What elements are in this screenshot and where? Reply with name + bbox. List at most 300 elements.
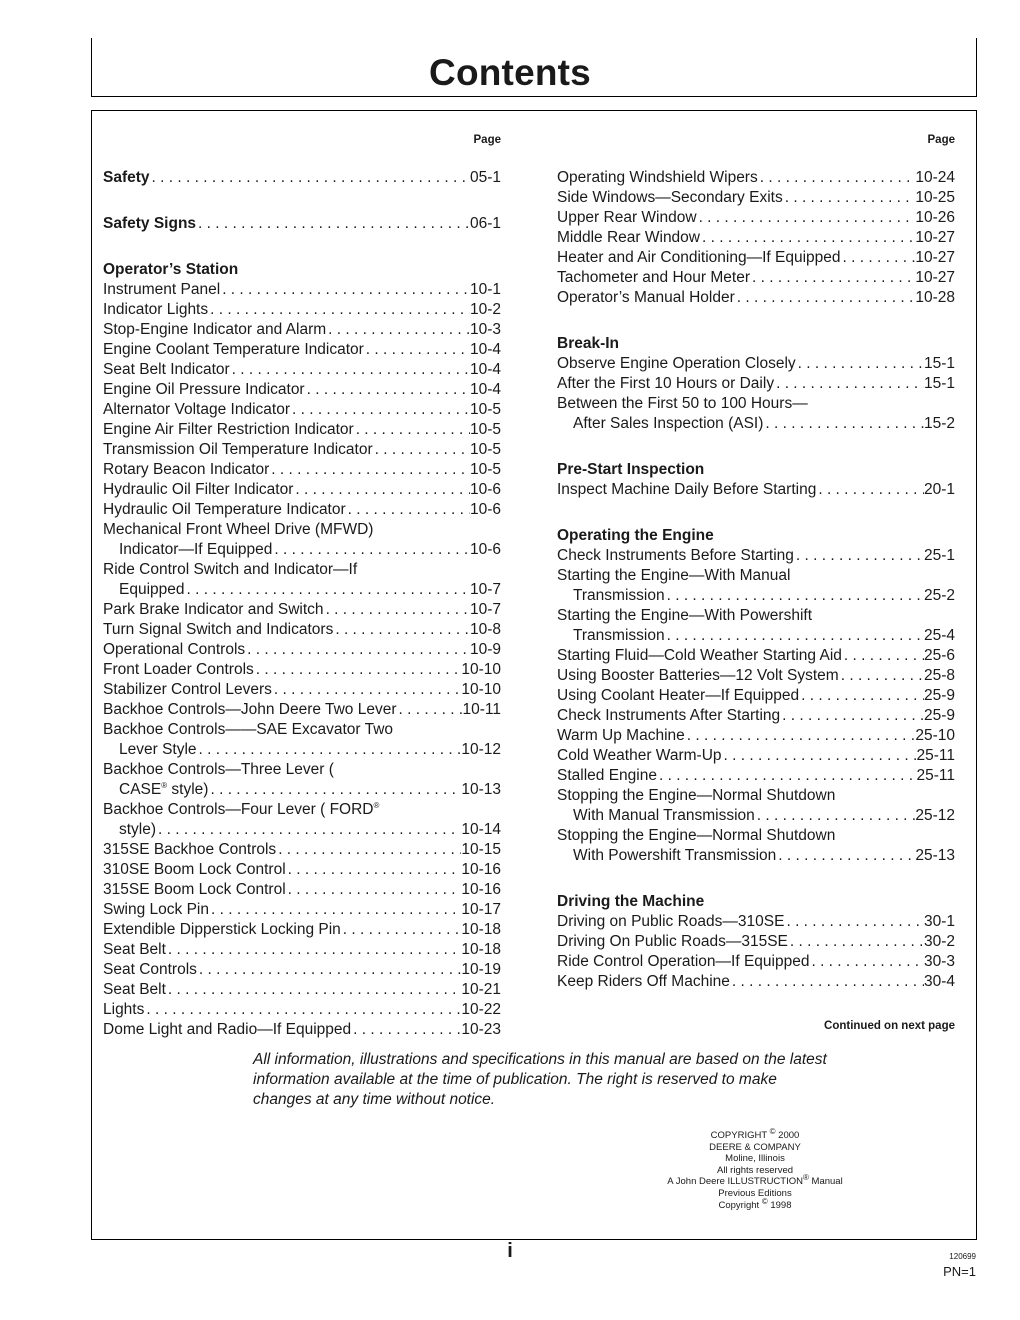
toc-entry-title (557, 188, 783, 208)
toc-entry-text: Extendible Dipperstick Locking Pin (103, 921, 341, 938)
dot-leader (272, 680, 461, 700)
left-column (103, 130, 501, 1040)
toc-entry-title (557, 168, 758, 188)
toc-entry-text: Lights (103, 1001, 145, 1018)
toc-entry-continued[interactable] (103, 800, 501, 820)
toc-entry-title (103, 560, 357, 580)
dot-leader (758, 168, 916, 188)
dot-leader (841, 248, 916, 268)
toc-entry-continued[interactable] (557, 786, 955, 806)
toc-entry[interactable] (103, 780, 501, 800)
toc-page-number: 10-4 (469, 361, 501, 378)
toc-page-number: 10-26 (915, 209, 955, 226)
dot-leader (794, 546, 924, 566)
toc-entry-title (557, 606, 812, 626)
toc-entry-text: Transmission Oil Temperature Indicator (103, 441, 373, 458)
toc-entry-text: Transmission (573, 587, 665, 604)
toc-page-number: 25-9 (923, 687, 955, 704)
toc-entry[interactable] (557, 480, 955, 500)
dot-leader (839, 666, 924, 686)
dot-leader (166, 980, 461, 1000)
toc-entry-title (557, 394, 808, 414)
toc-entry-text: 315SE Boom Lock Control (103, 881, 286, 898)
continued-note: Continued on next page (824, 1020, 955, 1032)
toc-entry-title (103, 500, 346, 520)
dot-leader (665, 586, 924, 606)
toc-page-number: 10-18 (461, 921, 501, 938)
toc-entry-text: Operating Windshield Wipers (557, 169, 758, 186)
toc-entry-title (557, 566, 790, 586)
toc-entry-title (103, 640, 245, 660)
toc-entry-text: Transmission (573, 627, 665, 644)
page-folio: i (507, 1240, 513, 1262)
toc-entry[interactable] (557, 766, 955, 786)
dot-leader (346, 500, 470, 520)
toc-entry[interactable] (557, 952, 955, 972)
dot-leader (397, 700, 463, 720)
toc-page-number: 10-6 (469, 481, 501, 498)
toc-entry-title (103, 1020, 351, 1040)
toc-page-number: 25-8 (923, 667, 955, 684)
toc-entry-title (573, 846, 776, 866)
toc-entry-title (103, 700, 397, 720)
toc-entry[interactable] (557, 646, 955, 666)
publication-notice: All information, illustrations and specifications in this manual are based on the latest information available at the time of publication. The right is reserved to make changes at any time without notice. (253, 1051, 827, 1108)
toc-entry[interactable] (557, 414, 955, 434)
toc-entry[interactable] (103, 460, 501, 480)
toc-page-number: 10-14 (461, 821, 501, 838)
toc-entry[interactable] (103, 420, 501, 440)
toc-entry[interactable] (557, 208, 955, 228)
dot-leader (364, 340, 470, 360)
dot-leader (208, 300, 470, 320)
toc-entry-text: Hydraulic Oil Filter Indicator (103, 481, 294, 498)
toc-entry-title (557, 374, 774, 394)
toc-entry-title (557, 766, 657, 786)
dot-leader (351, 1020, 461, 1040)
toc-entry-title (573, 414, 763, 434)
toc-entry[interactable] (557, 806, 955, 826)
toc-page-number: 15-1 (923, 375, 955, 392)
toc-entry-text: With Manual Transmission (573, 807, 755, 824)
toc-entry-text: Using Booster Batteries—12 Volt System (557, 667, 839, 684)
toc-entry-title (573, 626, 665, 646)
toc-entry-text: Instrument Panel (103, 281, 221, 298)
dot-leader (150, 168, 470, 188)
toc-entry[interactable] (103, 400, 501, 420)
toc-entry-title (103, 620, 333, 640)
section-heading: Driving the Machine (557, 893, 705, 910)
toc-entry[interactable] (103, 940, 501, 960)
dot-leader (774, 374, 924, 394)
toc-entry-text: 315SE Backhoe Controls (103, 841, 277, 858)
toc-entry-title (557, 546, 794, 566)
toc-entry-text: Safety (103, 169, 150, 186)
toc-entry-title (103, 400, 290, 420)
toc-entry-text: Keep Riders Off Machine (557, 973, 730, 990)
toc-entry-text: Between the First 50 to 100 Hours— (557, 395, 808, 412)
toc-entry-title (119, 780, 208, 800)
toc-entry[interactable] (557, 726, 955, 746)
toc-entry[interactable] (103, 340, 501, 360)
toc-entry[interactable] (103, 700, 501, 720)
toc-entry-title (119, 740, 197, 760)
toc-entry-title (103, 380, 305, 400)
toc-entry-text: Ride Control Operation—If Equipped (557, 953, 810, 970)
dot-leader (245, 640, 470, 660)
toc-entry[interactable] (103, 640, 501, 660)
toc-page-number: 10-27 (915, 249, 955, 266)
dot-leader (326, 320, 470, 340)
toc-entry[interactable] (103, 440, 501, 460)
dot-leader (220, 280, 470, 300)
dot-leader (156, 820, 461, 840)
previous-editions: Previous Editions (718, 1187, 792, 1199)
dot-leader (197, 960, 461, 980)
toc-entry[interactable] (557, 188, 955, 208)
toc-entry[interactable] (557, 706, 955, 726)
toc-page-number: 10-25 (915, 189, 955, 206)
toc-page-number: 10-24 (915, 169, 955, 186)
toc-page-number: 10-1 (469, 281, 501, 298)
toc-page-number: 25-2 (923, 587, 955, 604)
toc-entry[interactable] (103, 380, 501, 400)
toc-entry-text: Tachometer and Hour Meter (557, 269, 750, 286)
dot-leader (799, 686, 924, 706)
toc-page-number: 30-4 (923, 973, 955, 990)
page-column-header: Page (927, 134, 955, 146)
toc-entry-text: Seat Belt (103, 941, 166, 958)
toc-entry[interactable] (557, 546, 955, 566)
toc-entry[interactable] (557, 686, 955, 706)
toc-entry-title (557, 726, 685, 746)
toc-page-number: 10-12 (461, 741, 501, 758)
toc-entry[interactable] (103, 600, 501, 620)
toc-page-number: 10-16 (461, 861, 501, 878)
toc-entry[interactable] (103, 1000, 501, 1020)
toc-page-number: 25-11 (916, 747, 955, 764)
toc-entry[interactable] (557, 288, 955, 308)
toc-entry[interactable] (557, 846, 955, 866)
toc-page-number: 25-9 (923, 707, 955, 724)
toc-entry[interactable] (103, 920, 501, 940)
toc-entry-text: Stabilizer Control Levers (103, 681, 272, 698)
toc-entry-continued[interactable] (103, 520, 501, 540)
toc-entry-title (103, 340, 364, 360)
toc-entry[interactable] (103, 214, 501, 234)
toc-entry-text: 310SE Boom Lock Control (103, 861, 286, 878)
toc-entry[interactable] (557, 228, 955, 248)
toc-entry-continued[interactable] (557, 606, 955, 626)
manual-suffix: Manual (808, 1176, 843, 1188)
toc-entry-title (103, 940, 166, 960)
dot-leader (166, 940, 461, 960)
section-heading: Pre-Start Inspection (557, 461, 705, 478)
dot-leader (144, 1000, 461, 1020)
toc-entry-title (557, 686, 799, 706)
toc-entry[interactable] (103, 980, 501, 1000)
toc-entry-title (103, 900, 209, 920)
section-gap (557, 500, 955, 526)
manual-brand: A John Deere ILLUSTRUCTION (667, 1176, 803, 1188)
toc-entry-continued[interactable] (103, 760, 501, 780)
toc-entry-title (103, 440, 373, 460)
toc-page-number: 10-19 (461, 961, 501, 978)
toc-page-number: 10-16 (461, 881, 501, 898)
copyright-block (640, 1126, 870, 1211)
toc-entry-title (103, 660, 254, 680)
toc-entry-text: Inspect Machine Daily Before Starting (557, 481, 817, 498)
toc-page-number: 25-4 (923, 627, 955, 644)
toc-entry-text: Indicator—If Equipped (119, 541, 273, 558)
toc-entry[interactable] (557, 746, 955, 766)
toc-entry-text: Stopping the Engine—Normal Shutdown (557, 787, 836, 804)
toc-page-number: 10-6 (469, 541, 501, 558)
dot-leader (354, 420, 470, 440)
toc-entry-title (103, 320, 326, 340)
dot-leader (665, 626, 924, 646)
toc-entry[interactable] (557, 248, 955, 268)
toc-entry-title (557, 786, 835, 806)
page-title: Contents (429, 52, 591, 93)
toc-entry[interactable] (103, 168, 501, 188)
toc-entry-text: Heater and Air Conditioning—If Equipped (557, 249, 841, 266)
toc-entry-text: Starting the Engine—With Powershift (557, 607, 813, 624)
toc-entry[interactable] (557, 972, 955, 992)
toc-entry-title (103, 460, 269, 480)
toc-entry-text: Lever Style (119, 741, 197, 758)
toc-page-number: 10-10 (461, 661, 501, 678)
toc-entry-text: Observe Engine Operation Closely (557, 355, 796, 372)
toc-entry-continued[interactable] (557, 826, 955, 846)
toc-entry-title (119, 540, 272, 560)
toc-page-number: 30-1 (923, 913, 955, 930)
dot-leader (286, 860, 462, 880)
dot-leader (276, 840, 461, 860)
toc-entry-title (103, 760, 334, 780)
toc-page-number: 05-1 (469, 169, 501, 186)
toc-entry-text: Check Instruments After Starting (557, 707, 781, 724)
toc-page-number: 25-12 (915, 807, 955, 824)
toc-entry[interactable] (103, 660, 501, 680)
dot-leader (697, 208, 916, 228)
document-id: 120699 (949, 1252, 976, 1261)
toc-page-number: 10-21 (461, 981, 501, 998)
toc-entry-title (557, 228, 700, 248)
toc-entry-text: Engine Coolant Temperature Indicator (103, 341, 364, 358)
toc-page-number: 06-1 (469, 215, 501, 232)
section-gap (557, 866, 955, 892)
toc-entry-title (103, 880, 286, 900)
toc-page-number: 10-6 (469, 501, 501, 518)
toc-entry[interactable] (557, 626, 955, 646)
toc-entry-title (103, 420, 354, 440)
toc-entry[interactable] (103, 500, 501, 520)
toc-entry[interactable] (103, 840, 501, 860)
toc-entry[interactable] (557, 666, 955, 686)
toc-entry-text: Seat Belt Indicator (103, 361, 230, 378)
toc-entry-text: Engine Oil Pressure Indicator (103, 381, 305, 398)
dot-leader (730, 972, 924, 992)
toc-entry-title (103, 480, 293, 500)
toc-page-number: 10-4 (469, 381, 501, 398)
dot-leader (842, 646, 924, 666)
toc-entry[interactable] (103, 960, 501, 980)
dot-leader (230, 360, 470, 380)
toc-page-number: 10-18 (461, 941, 501, 958)
toc-entry-text: Seat Belt (103, 981, 166, 998)
toc-page-number: 25-13 (915, 847, 955, 864)
toc-entry-text: Starting the Engine—With Manual (557, 567, 791, 584)
left-toc-list (103, 168, 501, 1040)
dot-leader (784, 912, 924, 932)
dot-leader (290, 400, 470, 420)
toc-page-number: 10-23 (461, 1021, 501, 1038)
toc-entry-text: Backhoe Controls—Three Lever ( (103, 761, 334, 778)
toc-page-number: 10-28 (915, 289, 955, 306)
toc-entry-text: Backhoe Controls——SAE Excavator Two (103, 721, 394, 738)
toc-entry-title (103, 1000, 144, 1020)
toc-page-number: 25-6 (923, 647, 955, 664)
toc-entry-text: Operational Controls (103, 641, 246, 658)
toc-entry-title (557, 912, 784, 932)
toc-page-number: 10-5 (469, 461, 501, 478)
toc-entry-title (557, 932, 788, 952)
toc-page-number: 10-17 (461, 901, 501, 918)
toc-page-number: 10-5 (469, 401, 501, 418)
toc-entry[interactable] (103, 580, 501, 600)
copyright-year: 2000 (778, 1130, 800, 1141)
toc-page-number: 10-8 (469, 621, 501, 638)
toc-entry-text: Driving on Public Roads—310SE (557, 913, 785, 930)
toc-page-number: 10-7 (469, 601, 501, 618)
toc-entry[interactable] (103, 680, 501, 700)
toc-entry[interactable] (103, 860, 501, 880)
dot-leader (788, 932, 924, 952)
toc-entry[interactable] (557, 268, 955, 288)
toc-entry-text: Check Instruments Before Starting (557, 547, 794, 564)
toc-entry-continued[interactable] (557, 394, 955, 414)
dot-leader (373, 440, 470, 460)
toc-page-number: 15-1 (923, 355, 955, 372)
toc-page-number: 10-27 (915, 229, 955, 246)
toc-entry[interactable] (103, 820, 501, 840)
toc-page-number: 10-22 (461, 1001, 501, 1018)
toc-entry-continued[interactable] (103, 720, 501, 740)
dot-leader (783, 188, 916, 208)
dot-leader (286, 880, 462, 900)
toc-entry[interactable] (103, 300, 501, 320)
toc-entry-text: Ride Control Switch and Indicator—If (103, 561, 358, 578)
dot-leader (196, 214, 470, 234)
section-heading: Operator’s Station (103, 261, 239, 278)
toc-entry[interactable] (103, 360, 501, 380)
toc-entry[interactable] (103, 280, 501, 300)
registered-mark: ® (373, 800, 380, 810)
prior-copyright-year: 1998 (770, 1199, 792, 1211)
toc-page-number: 20-1 (923, 481, 955, 498)
toc-entry[interactable] (103, 620, 501, 640)
toc-entry-text: Warm Up Machine (557, 727, 685, 744)
toc-entry-text: Using Coolant Heater—If Equipped (557, 687, 800, 704)
toc-entry[interactable] (557, 354, 955, 374)
toc-entry[interactable] (557, 932, 955, 952)
toc-entry-text: Stopping the Engine—Normal Shutdown (557, 827, 836, 844)
dot-leader (700, 228, 915, 248)
toc-entry-text: Seat Controls (103, 961, 197, 978)
rights-reserved: All rights reserved (716, 1164, 794, 1176)
toc-entry[interactable] (557, 168, 955, 188)
dot-leader (333, 620, 470, 640)
toc-entry-text: Dome Light and Radio—If Equipped (103, 1021, 352, 1038)
toc-page-number: 10-15 (461, 841, 501, 858)
toc-page-number: 30-2 (923, 933, 955, 950)
dot-leader (185, 580, 470, 600)
dot-leader (796, 354, 924, 374)
toc-page-number: 10-2 (469, 301, 501, 318)
toc-entry-text: Indicator Lights (103, 301, 209, 318)
toc-entry-title (557, 666, 839, 686)
dot-leader (208, 780, 461, 800)
toc-entry-title (119, 820, 156, 840)
toc-entry-continued[interactable] (103, 560, 501, 580)
copyright-label: COPYRIGHT (710, 1130, 767, 1141)
toc-entry-text: Driving On Public Roads—315SE (557, 933, 788, 950)
toc-entry-title (557, 746, 722, 766)
dot-leader (269, 460, 470, 480)
toc-entry-text: Turn Signal Switch and Indicators (103, 621, 334, 638)
toc-entry-continued[interactable] (557, 566, 955, 586)
dot-leader (685, 726, 916, 746)
dot-leader (272, 540, 470, 560)
dot-leader (776, 846, 915, 866)
toc-entry-title (557, 288, 735, 308)
toc-entry-title (557, 480, 816, 500)
toc-entry-text: After Sales Inspection (ASI) (573, 415, 764, 432)
toc-entry[interactable] (557, 374, 955, 394)
toc-entry-text: Hydraulic Oil Temperature Indicator (103, 501, 346, 518)
toc-entry-text: After the First 10 Hours or Daily (557, 375, 775, 392)
toc-entry-title (557, 972, 730, 992)
toc-entry[interactable] (103, 480, 501, 500)
toc-entry[interactable] (103, 1020, 501, 1040)
toc-entry[interactable] (103, 320, 501, 340)
toc-page-number: 10-4 (469, 341, 501, 358)
toc-page-number: 30-3 (923, 953, 955, 970)
toc-entry[interactable] (103, 900, 501, 920)
dot-leader (324, 600, 470, 620)
page-column-header: Page (473, 134, 501, 146)
toc-entry-text: Upper Rear Window (557, 209, 697, 226)
toc-entry-text: Park Brake Indicator and Switch (103, 601, 324, 618)
company-name: DEERE & COMPANY (709, 1141, 801, 1153)
toc-entry[interactable] (557, 586, 955, 606)
toc-entry-title (103, 720, 393, 740)
toc-entry[interactable] (557, 912, 955, 932)
section-gap (557, 434, 955, 460)
toc-page-number: 25-11 (916, 767, 955, 784)
toc-entry[interactable] (103, 540, 501, 560)
toc-entry[interactable] (103, 880, 501, 900)
toc-entry-title (557, 354, 796, 374)
right-toc-list (557, 168, 955, 992)
toc-entry-title (103, 800, 379, 820)
toc-page-number: 10-7 (469, 581, 501, 598)
toc-entry[interactable] (103, 740, 501, 760)
toc-page-number: 25-1 (923, 547, 955, 564)
toc-entry-text: Backhoe Controls—Four Lever ( FORD (103, 801, 374, 818)
toc-entry-text: Stalled Engine (557, 767, 657, 784)
